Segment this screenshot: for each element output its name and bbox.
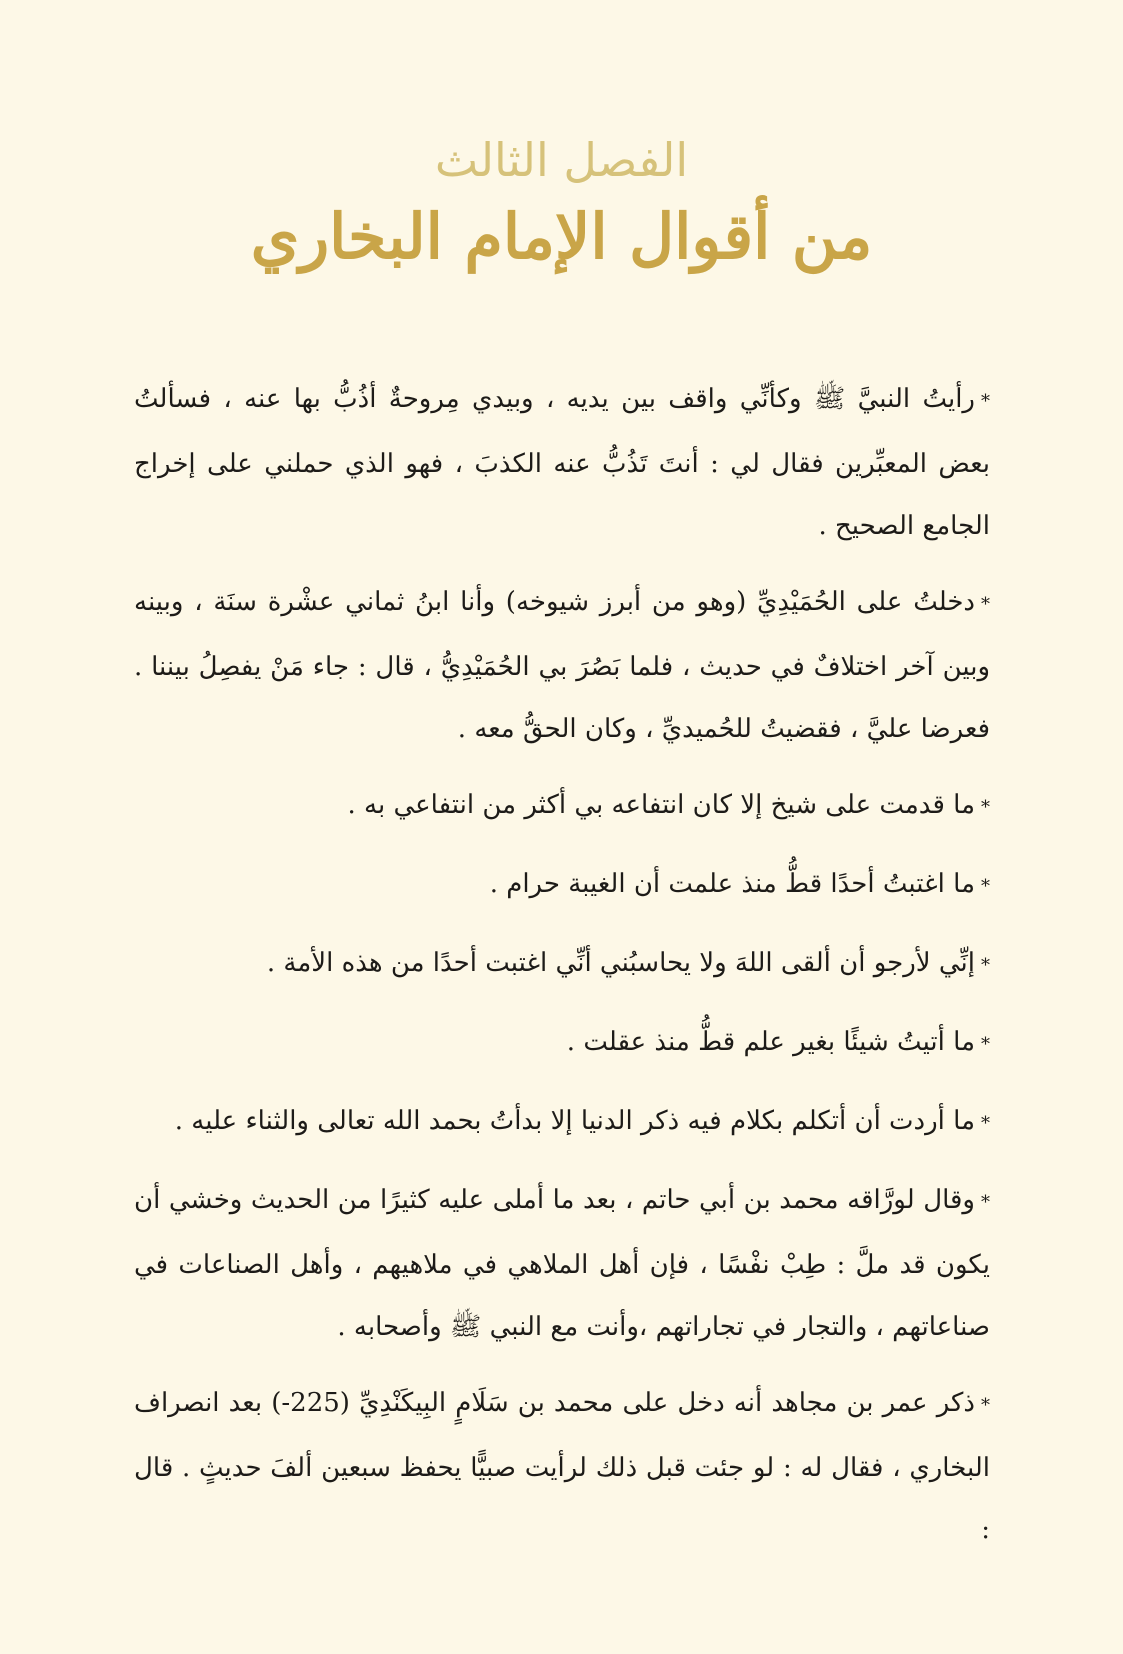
page-body: [134, 368, 990, 1575]
bullet-icon: *: [981, 1395, 990, 1416]
paragraph-8: [134, 1169, 990, 1358]
bullet-icon: *: [981, 1034, 990, 1055]
paragraph-5: [134, 932, 990, 997]
paragraph-text: ما اغتبتُ أحدًا قطُّ منذ علمت أن الغيبة حرام .: [489, 869, 975, 899]
bullet-icon: *: [981, 955, 990, 976]
paragraph-1: [134, 368, 990, 557]
chapter-label: الفصل الثالث: [434, 133, 689, 187]
chapter-heading: [0, 128, 1123, 282]
paragraph-3: [134, 774, 990, 839]
paragraph-2: [134, 571, 990, 760]
paragraph-text: ما قدمت على شيخ إلا كان انتفاعه بي أكثر من انتفاعي به .: [347, 790, 975, 820]
bullet-icon: *: [981, 1192, 990, 1213]
paragraph-7: [134, 1090, 990, 1155]
bullet-icon: *: [981, 876, 990, 897]
chapter-title: من أقوال الإمام البخاري: [250, 200, 873, 273]
bullet-icon: *: [981, 1113, 990, 1134]
paragraph-text: وقال لورَّاقه محمد بن أبي حاتم ، بعد ما أملى عليه كثيرًا من الحديث وخشي أن يكون قد ملَّ : طِبْ نفْسًا ، فإن أهل الملاهي في ملاهيهم ، وأهل الصناعات في صناعاتهم ، والتجار في تجاراتهم ،وأنت مع النبي ﷺ وأصحابه .: [134, 1185, 990, 1342]
paragraph-text: ذكر عمر بن مجاهد أنه دخل على محمد بن سَلَامٍ البِيكَنْدِيِّ (225-) بعد انصراف البخاري ، فقال له : لو جئت قبل ذلك لرأيت صبيًّا يحفظ سبعين ألفَ حديثٍ . قال :: [134, 1388, 990, 1545]
paragraph-text: ما أردت أن أتكلم بكلام فيه ذكر الدنيا إلا بدأتُ بحمد الله تعالى والثناء عليه .: [174, 1106, 975, 1136]
paragraph-9: [134, 1372, 990, 1561]
paragraph-text: دخلتُ على الحُمَيْدِيِّ (وهو من أبرز شيوخه) وأنا ابنُ ثماني عشْرة سنَة ، وبينه وبين آخر اختلافٌ في حديث ، فلما بَصُرَ بي الحُمَيْدِيُّ ، قال : جاء مَنْ يفصِلُ بيننا . فعرضا عليَّ ، فقضيتُ للحُميديِّ ، وكان الحقُّ معه .: [134, 587, 990, 744]
paragraph-4: [134, 853, 990, 918]
bullet-icon: *: [981, 797, 990, 818]
paragraph-text: رأيتُ النبيَّ ﷺ وكأنِّي واقف بين يديه ، وبيدي مِروحةٌ أذُبُّ بها عنه ، فسألتُ بعض المعبِّرين فقال لي : أنتَ تَذُبُّ عنه الكذبَ ، فهو الذي حملني على إخراج الجامع الصحيح .: [134, 384, 990, 541]
bullet-icon: *: [981, 391, 990, 412]
paragraph-6: [134, 1011, 990, 1076]
paragraph-text: إنِّي لأرجو أن ألقى اللهَ ولا يحاسبُني أنِّي اغتبت أحدًا من هذه الأمة .: [266, 948, 975, 978]
paragraph-text: ما أتيتُ شيئًا بغير علم قطُّ منذ عقلت .: [566, 1027, 975, 1057]
bullet-icon: *: [981, 594, 990, 615]
